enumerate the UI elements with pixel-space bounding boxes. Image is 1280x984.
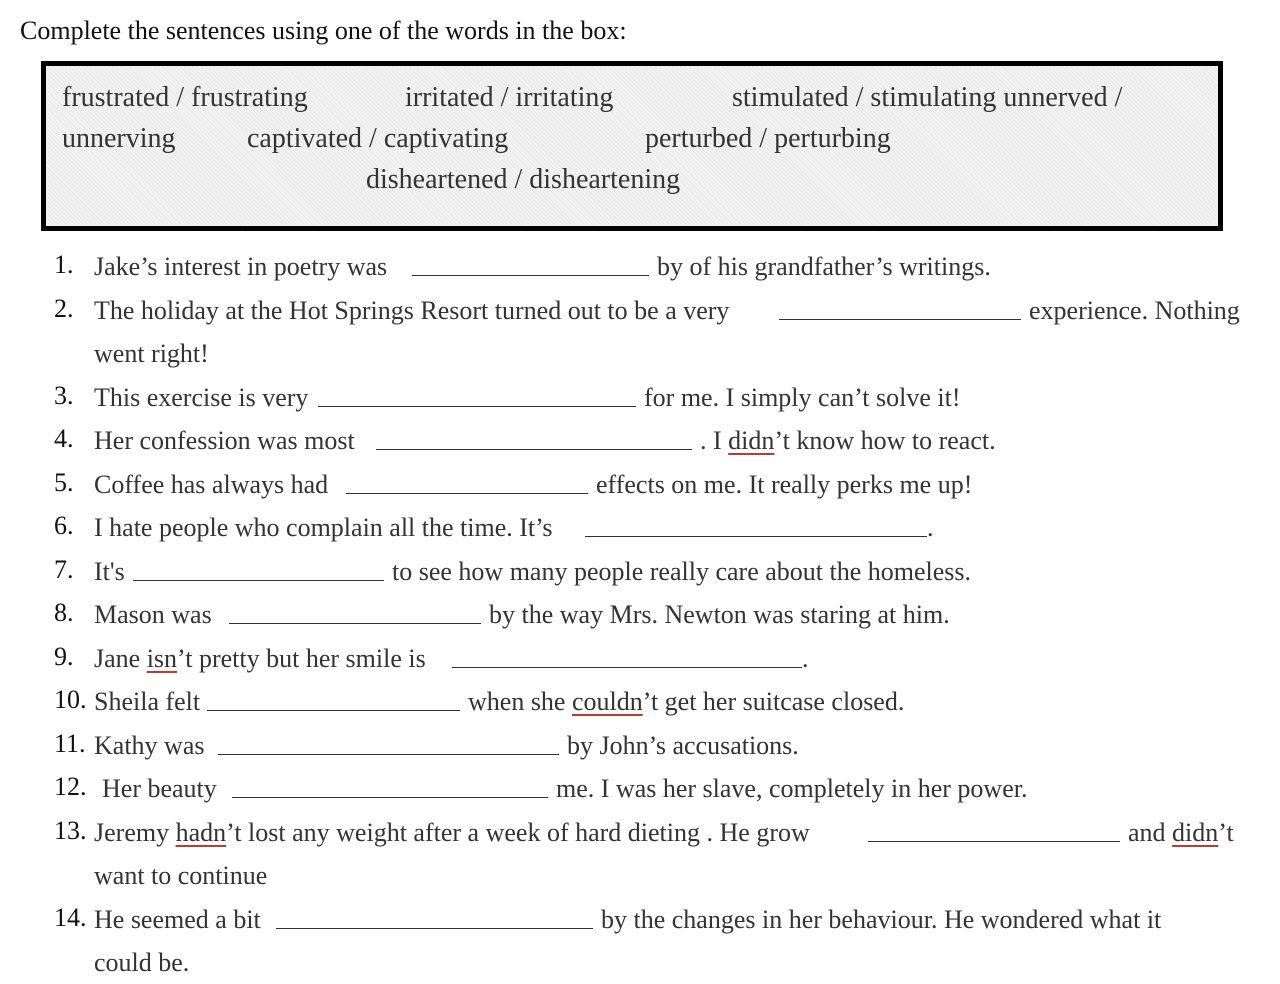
sentence-text: by John’s accusations.	[567, 731, 799, 760]
sentence-text: want to continue	[94, 861, 268, 890]
sentence-text: He seemed a bit	[94, 905, 261, 934]
sentence-text: me. I was her slave, completely in her power.	[556, 774, 1028, 803]
sentence-text: when she couldn’t get her suitcase closed.	[468, 687, 905, 716]
item-number: 14.	[54, 903, 87, 932]
answer-blank[interactable]	[133, 562, 384, 581]
sentence-text: experience. Nothing	[1029, 296, 1240, 325]
sentence-text: Mason was	[94, 600, 212, 629]
sentence-text: The holiday at the Hot Springs Resort turned out to be a very	[94, 296, 730, 325]
item-number: 4.	[54, 424, 74, 453]
item-number: 3.	[54, 381, 74, 410]
answer-blank[interactable]	[868, 823, 1120, 842]
answer-blank[interactable]	[779, 301, 1021, 320]
sentence-text: Jeremy hadn’t lost any weight after a week of hard dieting . He grow	[94, 818, 810, 847]
item-number: 1.	[54, 250, 74, 279]
word-box	[41, 61, 1223, 231]
sentence-text: .	[927, 513, 934, 542]
item-number: 7.	[54, 555, 74, 584]
word-option: unnerving	[62, 123, 176, 154]
answer-blank[interactable]	[452, 649, 802, 668]
sentence-text: and didn’t	[1128, 818, 1234, 847]
item-number: 9.	[54, 642, 74, 671]
spellcheck-word: didn	[728, 426, 775, 455]
word-option: stimulated / stimulating unnerved /	[732, 82, 1123, 113]
sentence-text: I hate people who complain all the time. It’s	[94, 513, 553, 542]
sentence-text: to see how many people really care about the homeless.	[392, 557, 972, 586]
answer-blank[interactable]	[276, 910, 593, 929]
sentence-text: Her beauty	[102, 774, 217, 803]
sentence-text: .	[802, 644, 809, 673]
sentence-text: Her confession was most	[94, 426, 355, 455]
answer-blank[interactable]	[229, 605, 481, 624]
sentence-text: Kathy was	[94, 731, 205, 760]
sentence-text: effects on me. It really perks me up!	[596, 470, 973, 499]
word-option: perturbed / perturbing	[645, 123, 891, 154]
word-option: irritated / irritating	[405, 82, 614, 113]
answer-blank[interactable]	[346, 475, 588, 494]
spellcheck-word: didn	[1172, 818, 1219, 847]
answer-blank[interactable]	[585, 518, 927, 537]
sentence-text: It's	[94, 557, 125, 586]
sentence-text: . I didn’t know how to react.	[700, 426, 996, 455]
item-number: 13.	[54, 816, 87, 845]
instructions: Complete the sentences using one of the words in the box:	[20, 16, 627, 45]
word-option: frustrated / frustrating	[62, 82, 308, 113]
item-number: 5.	[54, 468, 74, 497]
item-number: 6.	[54, 511, 74, 540]
item-number: 2.	[54, 294, 74, 323]
sentence-text: for me. I simply can’t solve it!	[644, 383, 961, 412]
sentence-text: by the way Mrs. Newton was staring at him.	[489, 600, 950, 629]
answer-blank[interactable]	[232, 779, 548, 798]
spellcheck-word: hadn	[175, 818, 227, 847]
answer-blank[interactable]	[207, 692, 460, 711]
sentence-text: by of his grandfather’s writings.	[657, 252, 991, 281]
spellcheck-word: isn	[146, 644, 178, 673]
answer-blank[interactable]	[376, 431, 692, 450]
answer-blank[interactable]	[218, 736, 559, 755]
item-number: 11.	[54, 729, 86, 758]
sentence-text: could be.	[94, 948, 190, 977]
answer-blank[interactable]	[412, 257, 649, 276]
item-number: 8.	[54, 598, 74, 627]
sentence-text: Coffee has always had	[94, 470, 329, 499]
sentence-text: by the changes in her behaviour. He wondered what it	[601, 905, 1162, 934]
item-number: 12.	[54, 772, 87, 801]
spellcheck-word: couldn	[571, 687, 643, 716]
word-option: disheartened / disheartening	[366, 164, 681, 195]
sentence-text: Jake’s interest in poetry was	[94, 252, 388, 281]
sentence-text: Jane isn’t pretty but her smile is	[94, 644, 426, 673]
sentence-text: Sheila felt	[94, 687, 201, 716]
answer-blank[interactable]	[318, 388, 636, 407]
sentence-text: went right!	[94, 339, 209, 368]
word-option: captivated / captivating	[247, 123, 509, 154]
item-number: 10.	[54, 685, 87, 714]
sentence-text: This exercise is very	[94, 383, 309, 412]
